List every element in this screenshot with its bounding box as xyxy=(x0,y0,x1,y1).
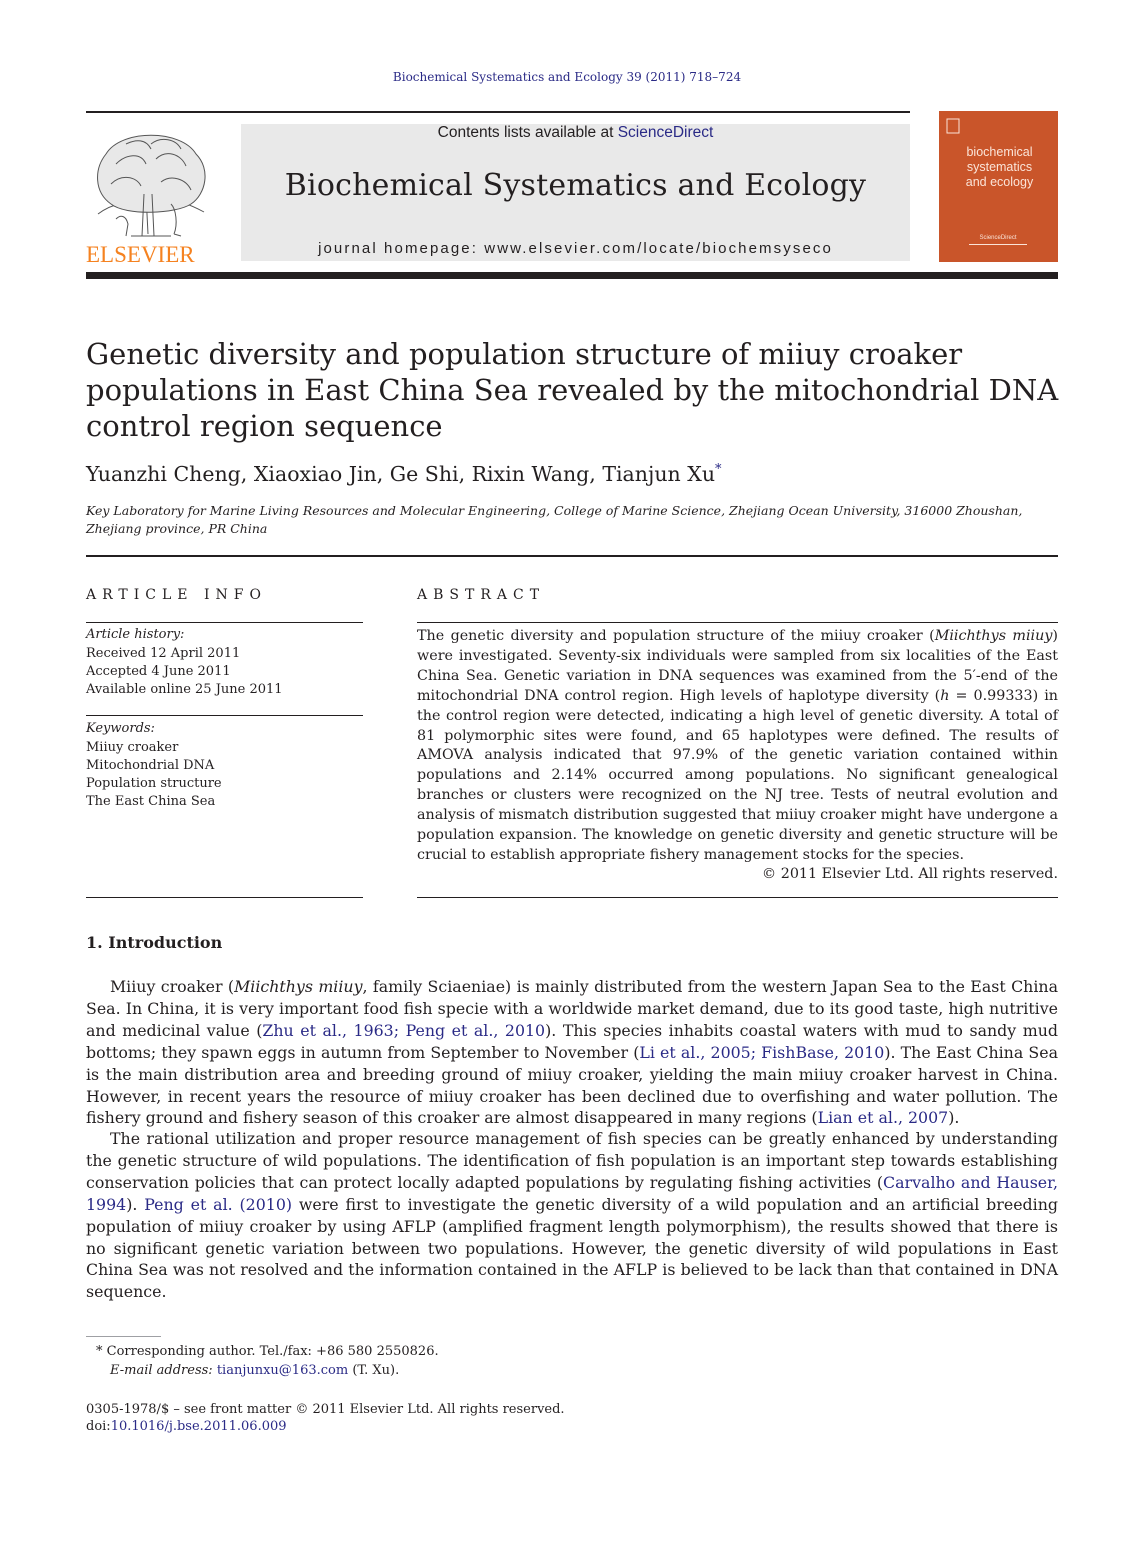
abstract-part: The genetic diversity and population structure of the miiuy croaker ( xyxy=(417,628,935,644)
cover-line-1: biochemical xyxy=(966,145,1033,159)
footnote-rule xyxy=(86,1336,161,1337)
history-list xyxy=(86,645,283,699)
history-label: Article history: xyxy=(86,627,185,642)
history-online: Available online 25 June 2011 xyxy=(86,682,283,697)
email-link[interactable]: tianjunxu@163.com xyxy=(216,1363,349,1378)
citation-link[interactable]: Carvalho and Hauser, 1994 xyxy=(86,1172,1058,1214)
text-run: ). This species inhabits coastal waters with mud to sandy mud bottoms; they spawn eggs in autumn from September to November ( xyxy=(86,1020,1058,1062)
svg-text:ScienceDirect: ScienceDirect xyxy=(979,235,1017,241)
email-label: E-mail address: xyxy=(110,1363,217,1378)
species-name: Miichthys miiuy xyxy=(234,977,363,996)
citation-link[interactable]: Peng et al. (2010) xyxy=(144,1194,293,1214)
abstract-copyright: © 2011 Elsevier Ltd. All rights reserved. xyxy=(761,866,1058,882)
citation-link[interactable]: Zhu et al., 1963; Peng et al., 2010 xyxy=(262,1020,546,1040)
history-accepted: Accepted 4 June 2011 xyxy=(86,664,231,679)
keyword: Mitochondrial DNA xyxy=(86,758,215,773)
paper-title: Genetic diversity and population structure of miiuy croaker populations in East China Sea revealed by the mitochondrial DNA control region sequence xyxy=(86,337,1059,443)
author-list xyxy=(86,462,722,486)
intro-paragraph-1 xyxy=(86,976,1058,1129)
sciencedirect-link[interactable]: ScienceDirect xyxy=(617,124,714,141)
contents-prefix: Contents lists available at xyxy=(437,124,618,141)
keyword: The East China Sea xyxy=(86,794,216,809)
cover-line-3: and ecology xyxy=(965,175,1034,189)
keywords-label: Keywords: xyxy=(86,721,155,736)
abstract-bottom-rule xyxy=(417,897,1058,898)
journal-citation[interactable]: Biochemical Systematics and Ecology 39 (2011) 718–724 xyxy=(392,70,742,84)
journal-homepage[interactable]: journal homepage: www.elsevier.com/locate/biochemsyseco xyxy=(318,240,833,257)
article-info-bottom-rule xyxy=(86,897,363,898)
history-received: Received 12 April 2011 xyxy=(86,646,241,661)
header-rule xyxy=(86,111,910,113)
email-suffix: (T. Xu). xyxy=(348,1363,400,1378)
abstract-rule xyxy=(417,622,1058,623)
header-bold-rule xyxy=(86,272,1058,279)
text-run: ). xyxy=(948,1108,960,1128)
title-rule xyxy=(86,555,1058,557)
text-run: The rational utilization and proper resource management of fish species can be greatly enhanced by understanding the genetic structure of wild populations. The identification of fish population is an important step towards establishing conservation policies that can protect locally adapted populations by regulating fishing activities ( xyxy=(86,1129,1058,1192)
citation-link[interactable]: Lian et al., 2007 xyxy=(817,1108,949,1128)
elsevier-tree-logo xyxy=(86,124,216,264)
keyword: Population structure xyxy=(86,776,222,791)
text-run: , family Sciaeniae) is mainly distributed from the western Japan Sea to the East China Sea. In China, it is very important food fish specie with a worldwide market demand, due to its good taste, high nutritive and medicinal value ( xyxy=(86,977,1058,1040)
elsevier-wordmark: ELSEVIER xyxy=(86,242,195,264)
text-run: ). xyxy=(126,1194,145,1214)
front-matter-note: 0305-1978/$ – see front matter © 2011 Elsevier Ltd. All rights reserved. xyxy=(86,1402,565,1417)
abstract-part: ) were investigated. Seventy-six individuals were sampled from six localities of the East China Sea. Genetic variation in DNA sequences was examined from the 5′-end of the mitochondrial DNA control region. High levels of haplotype diversity ( xyxy=(417,628,1058,704)
doi-line xyxy=(86,1418,287,1435)
citation-link[interactable]: Li et al., 2005; FishBase, 2010 xyxy=(639,1042,885,1062)
abstract-h-symbol: h xyxy=(940,687,950,704)
authors-text: Yuanzhi Cheng, Xiaoxiao Jin, Ge Shi, Rixin Wang, Tianjun Xu xyxy=(86,462,716,486)
cover-line-2: systematics xyxy=(966,160,1033,174)
intro-paragraph-2 xyxy=(86,1128,1058,1303)
corresponding-author-note: * Corresponding author. Tel./fax: +86 580 2550826. xyxy=(96,1344,439,1359)
text-run: ). The East China Sea is the main distribution area and breeding ground of miiuy croaker, yielding the main miiuy croaker harvest in China. However, in recent years the resource of miiuy croaker has been declined due to overfishing and water pollution. The fishery ground and fishery season of this croaker are almost disappeared in many regions ( xyxy=(86,1042,1058,1128)
doi-label: doi: xyxy=(86,1419,111,1434)
keyword: Miiuy croaker xyxy=(86,740,179,755)
abstract-species: Miichthys miiuy xyxy=(934,628,1053,644)
text-run: Miiuy croaker ( xyxy=(110,977,235,996)
text-run: were first to investigate the genetic diversity of a wild population and an artificial breeding population of miiuy croaker by using AFLP (amplified fragment length polymorphism), the results showed that there is no significant genetic variation between two populations. However, the genetic diversity of wild populations in East China Sea was not resolved and the information contained in the AFLP is believed to be lack than that contained in DNA sequence. xyxy=(86,1194,1058,1302)
section-heading-introduction: 1. Introduction xyxy=(86,933,223,952)
doi-link[interactable]: 10.1016/j.bse.2011.06.009 xyxy=(110,1419,287,1434)
keywords-rule xyxy=(86,715,363,716)
email-note xyxy=(110,1361,399,1380)
article-info-rule xyxy=(86,622,363,623)
abstract-heading: ABSTRACT xyxy=(417,587,546,603)
corresponding-author-marker[interactable]: * xyxy=(715,462,722,478)
keywords-list xyxy=(86,739,222,811)
abstract-part: = 0.99333) in the control region were detected, indicating a high level of genetic diversity. A total of 81 polymorphic sites were found, and 65 haplotypes were defined. The results of AMOVA analysis indicated that 97.9% of the genetic variation contained within populations and 2.14% occurred among populations. No significant genealogical branches or clusters were recognized on the NJ tree. Tests of neutral evolution and analysis of mismatch distribution suggested that miiuy croaker might have undergone a population expansion. The knowledge on genetic diversity and genetic structure will be crucial to establish appropriate fishery management stocks for the species. xyxy=(417,687,1058,863)
abstract-text xyxy=(417,627,1058,866)
contents-line xyxy=(241,124,910,142)
cover-title xyxy=(947,145,1052,190)
affiliation: Key Laboratory for Marine Living Resources and Molecular Engineering, College of Marine Science, Zhejiang Ocean University, 316000 Zhoushan, Zhejiang province, PR China xyxy=(86,503,1023,536)
article-info-heading: ARTICLE INFO xyxy=(86,587,267,603)
journal-title: Biochemical Systematics and Ecology xyxy=(284,168,867,203)
